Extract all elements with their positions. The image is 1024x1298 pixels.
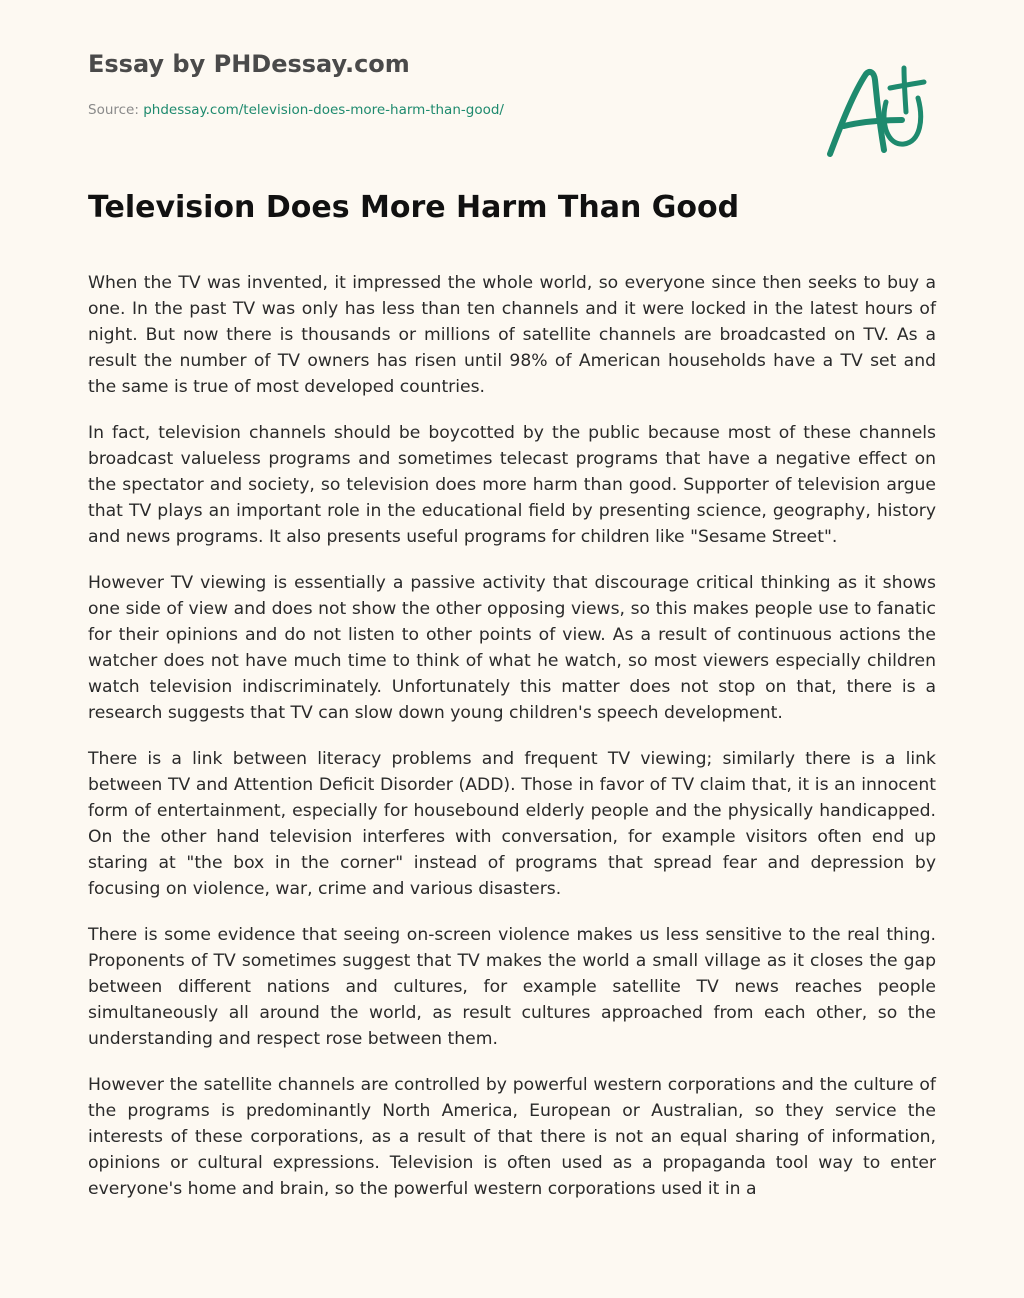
essay-body [88,270,936,1222]
source-line [88,102,504,118]
site-brand: Essay by PHDessay.com [88,50,410,78]
a-plus-logo-icon [820,62,932,162]
essay-paragraph: However TV viewing is essentially a passive activity that discourage critical thinking as it shows one side of view and does not show the other opposing views, so this makes people use to fanatic for their opinions and do not listen to other points of view. As a result of continuous actions the watcher does not have much time to think of what he watch, so most viewers especially children watch television indiscriminately. Unfortunately this matter does not stop on that, there is a research suggests that TV can slow down young children's speech development. [88,573,936,723]
source-label: Source: [88,102,139,118]
essay-paragraph: In fact, television channels should be boycotted by the public because most of these channels broadcast valueless programs and sometimes telecast programs that have a negative effect on the spectator and society, so television does more harm than good. Supporter of television argue that TV plays an important role in the educational field by presenting science, geography, history and news programs. It also presents useful programs for children like "Sesame Street". [88,423,936,547]
essay-paragraph: When the TV was invented, it impressed the whole world, so everyone since then seeks to buy a one. In the past TV was only has less than ten channels and it were locked in the latest hours of night. But now there is thousands or millions of satellite channels are broadcasted on TV. As a result the number of TV owners has risen until 98% of American households have a TV set and the same is true of most developed countries. [88,273,936,397]
essay-paragraph: However the satellite channels are controlled by powerful western corporations and the culture of the programs is predominantly North America, European or Australian, so they service the interests of these corporations, as a result of that there is not an equal sharing of information, opinions or cultural expressions. Television is often used as a propaganda tool way to enter everyone's home and brain, so the powerful western corporations used it in a [88,1075,936,1199]
essay-title: Television Does More Harm Than Good [88,190,740,225]
essay-paragraph: There is some evidence that seeing on-screen violence makes us less sensitive to the real thing. Proponents of TV sometimes suggest that TV makes the world a small village as it closes the gap between different nations and cultures, for example satellite TV news reaches people simultaneously all around the world, as result cultures approached from each other, so the understanding and respect rose between them. [88,925,936,1049]
essay-paragraph: There is a link between literacy problems and frequent TV viewing; similarly there is a link between TV and Attention Deficit Disorder (ADD). Those in favor of TV claim that, it is an innocent form of entertainment, especially for housebound elderly people and the physically handicapped. On the other hand television interferes with conversation, for example visitors often end up staring at "the box in the corner" instead of programs that spread fear and depression by focusing on violence, war, crime and various disasters. [88,749,936,899]
source-link[interactable]: phdessay.com/television-does-more-harm-than-good/ [143,102,504,118]
